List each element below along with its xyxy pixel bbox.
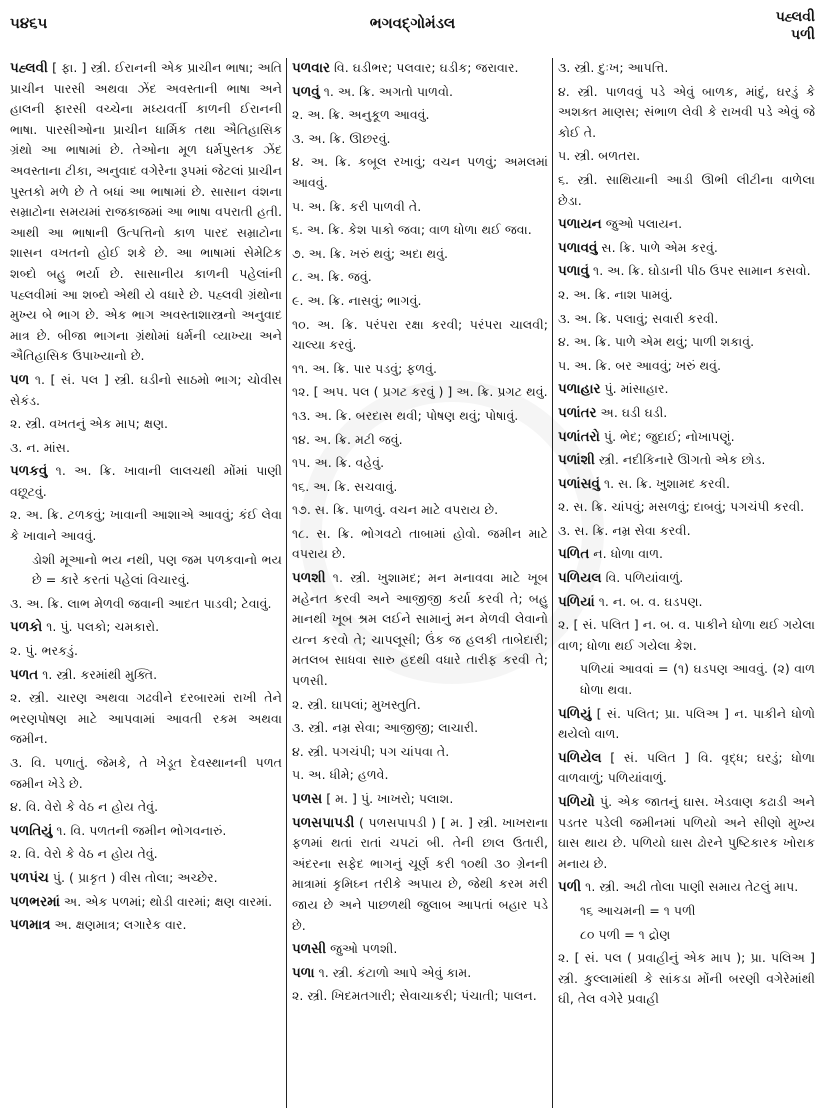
entry-sense <box>558 497 815 518</box>
entry-sense <box>558 146 815 167</box>
headword: પળી <box>558 879 582 896</box>
definition-text: ૧૧. અ. ક્રિ. પાર પડવું; ફળવું. <box>292 360 438 376</box>
dictionary-entry <box>558 379 815 400</box>
definition-text: ૧. સ્ત્રી. કંટાળો આપે એવું કામ. <box>314 964 472 980</box>
definition-text: પું. ભેદ; જુદાઈ; નોખાપણું. <box>599 428 735 444</box>
dictionary-entry <box>558 792 815 874</box>
definition-text: ૧. સ્ત્રી. કરમાંથી મુક્તિ. <box>38 666 158 682</box>
definition-text: સ્ત્રી. નદીકિનારે ઊગતો એક છોડ. <box>594 452 766 468</box>
definition-text: ૪. વિ. વેરો કે વેઠ ન હોય તેવું. <box>10 799 159 815</box>
definition-text: ૧. અ. ક્રિ. અગતો પાળવો. <box>319 83 453 99</box>
entry-sense <box>10 797 282 818</box>
definition-text: ૩. સ્ત્રી. નમ્ર સેવા; આજીજી; લાચારી. <box>292 720 479 736</box>
entry-sense <box>292 359 548 380</box>
headword: પળવાર <box>292 60 330 76</box>
definition-text: ૯. અ. ક્રિ. નાસવું; ભાગવું. <box>292 292 422 308</box>
definition-text: ૩. વિ. પળાતું. જેમકે, તે ખેડૂત દેવસ્થાનની પળત જમીન ખેડે છે. <box>10 755 282 791</box>
definition-text: ૧. સ્ત્રી. ખુશામદ; મન મનાવવા માટે ખૂબ મહેનત કરવી અને આજીજી કર્યા કરવી તે; બહુ માનથી ખૂબ શ્રમ લઈને સામાનું મન મેળવી લેવાનો યત્ન કરવો તે; ચાપલૂસી; ઉંક જ હલકી તાબેદારી; મતલબ સાધવા સારુ હદથી વધારે તારીફ કરવી તે; પળસી. <box>292 570 548 689</box>
entry-sense <box>558 521 815 542</box>
definition-text: ૧. સ. ક્રિ. ખુશામદ કરવી. <box>599 475 731 491</box>
entry-sense <box>292 267 548 288</box>
entry-sense <box>292 244 548 265</box>
definition-text: ૨. [ સં. પલ ( પ્રવાહીનું એક માપ ); પ્રા. પલિઅ ] સ્ત્રી. કુલ્લામાંથી કે સાંકડા મોંની બરણી વગેરેમાંથી ઘી, તેલ વગેરે પ્રવાહી <box>558 950 815 1007</box>
definition-text: ૪. અ. ક્રિ. પાળે એમ થવું; પાળી શકાવું. <box>558 334 755 350</box>
column-1 <box>10 58 282 939</box>
entry-sense <box>292 718 548 739</box>
headword: પળિયું <box>558 705 592 722</box>
entry-sense <box>292 430 548 451</box>
entry-sense <box>292 105 548 126</box>
entry-sense <box>10 594 282 615</box>
entry-sense <box>10 438 282 459</box>
dictionary-entry <box>292 58 548 79</box>
headword: પળવું <box>292 83 320 100</box>
definition-text: ૬. અ. ક્રિ. કેશ પાકો જવા; વાળ ધોળા થઈ જવા. <box>292 222 532 238</box>
definition-text: ૧૮. સ. ક્રિ. ભોગવટો તાબામાં હોવો. જમીન માટે વપરાય છે. <box>292 525 548 562</box>
definition-text: [ સં. પલિત; પ્રા. પલિઅ ] ન. પાકીને ધોળો થયેલો વાળ. <box>558 705 815 742</box>
definition-text: ૧૫. અ. ક્રિ. વહેવું. <box>292 455 385 471</box>
definition-text: ૧. પું. પલકો; ચમકારો. <box>42 619 160 635</box>
dictionary-entry <box>10 370 282 411</box>
dictionary-entry <box>10 868 282 889</box>
entry-sense <box>292 500 548 521</box>
definition-text: ૧૪. અ. ક્રિ. મટી જવું. <box>292 431 403 447</box>
column-divider <box>552 58 553 1108</box>
dictionary-entry <box>10 821 282 842</box>
dictionary-entry <box>292 82 548 103</box>
definition-text: ૨. પું. ભરકડું. <box>10 643 78 659</box>
definition-text: અ. ક્ષણમાત્ર; લગારેક વાર. <box>50 917 187 933</box>
definition-text: ૨. અ. ક્રિ. અનુકૂળ આવવું. <box>292 107 430 123</box>
headword: પહ્લવી <box>10 60 48 76</box>
entry-sense <box>292 152 548 193</box>
definition-text: ૧. સ્ત્રી. અઢી તોલા પાણી સમાય તેટલું માપ. <box>581 879 799 895</box>
definition-text: ૮૦ પળી = ૧ દ્રોણ <box>580 926 671 942</box>
definition-text: ૩. અ. ક્રિ. લાભ મેળવી જવાની આદત પાડવી; ટેવાવું. <box>10 595 272 611</box>
definition-text: અ. ઘડી ઘડી. <box>596 404 668 420</box>
book-title: ભગવદ્ગોમંડલ <box>369 14 456 32</box>
entry-sense <box>10 641 282 662</box>
entry-sense <box>558 925 815 946</box>
headword: પળાયન <box>558 216 602 233</box>
definition-text: ૧૨. [ અપ. પલ ( પ્રગટ કરવું ) ] અ. ક્રિ. પ્રગટ થવું. <box>292 384 548 400</box>
definition-text: ૧. વિ. પળતની જમીન ભોગવનારું. <box>52 822 227 838</box>
dictionary-entry <box>10 915 282 936</box>
definition-text: ૨. [ સં. પલિત ] ન. બ. વ. પાકીને ધોળા થઈ ગયેલા વાળ; ધોળા થઈ ગયેલા કેશ. <box>558 617 815 653</box>
page-number: ૫૪૬૫ <box>10 14 48 32</box>
entry-sense <box>558 332 815 353</box>
entry-sense <box>558 285 815 306</box>
dictionary-entry <box>10 892 282 913</box>
definition-text: ૫. સ્ત્રી. બળતરા. <box>558 148 641 164</box>
headword: પળાંતરો <box>558 428 600 445</box>
definition-text: ૬. સ્ત્રી. સાથિયાની આડી ઊભી લીટીના વાળેલા છેડા. <box>558 171 815 208</box>
entry-sense <box>292 453 548 474</box>
definition-text: ૩. અ. ક્રિ. ઊછરવું. <box>292 130 391 146</box>
entry-sense <box>292 765 548 786</box>
headword: પળશી <box>292 570 326 587</box>
dictionary-entry <box>10 461 282 502</box>
dictionary-entry <box>558 544 815 565</box>
entry-sense <box>558 356 815 377</box>
headword: પળાંસવું <box>558 475 600 492</box>
definition-text: પું. માંસાહાર. <box>600 381 669 397</box>
entry-sense <box>292 382 548 403</box>
entry-sense <box>292 524 548 565</box>
definition-text: ૧૭. સ. ક્રિ. પાળવું. વચન માટે વપરાય છે. <box>292 502 499 518</box>
definition-text: ૭. અ. ક્રિ. ખરું થવું; અદા થવું. <box>292 245 449 261</box>
dictionary-entry <box>292 963 548 984</box>
headword: પળત <box>10 666 39 683</box>
definition-text: ૩. અ. ક્રિ. પલાવું; સવારી કરવી. <box>558 310 719 326</box>
definition-text: ( પળસપાપડી ) [ મ. ] સ્ત્રી. ખાખરાના ફળમાં થતાં રાતાં ચપટાં બી. તેની છાલ ઉતારી, અંદરના સફેદ ભાગનું ચૂર્ણ કરી ૧૦થી ૩૦ ગ્રેનની માત્રામાં કૃમિઘ્ન તરીકે અપાય છે, જેથી કરમ મરી જાય છે અને પાછળથી જુલાબ આપતાં બહાર પડે છે. <box>292 814 548 933</box>
guide-word-last: પળી <box>790 27 815 43</box>
definition-text: ૫. અ. ક્રિ. કરી પાળવી તે. <box>292 198 422 214</box>
definition-text: ૨. સ્ત્રી. ખિદમતગારી; સેવાચાકરી; પંચાતી; પાલન. <box>292 988 537 1004</box>
entry-sense <box>292 129 548 150</box>
definition-text: ૮. અ. ક્રિ. જવું. <box>292 269 372 285</box>
entry-sense <box>558 58 815 79</box>
dictionary-entry <box>558 592 815 613</box>
definition-text: ૧૬ આચમની = ૧ પળી <box>580 902 696 918</box>
dictionary-entry <box>558 568 815 589</box>
definition-text: જુઓ પળશી. <box>326 941 398 957</box>
headword: પળભરમાં <box>10 893 60 910</box>
headword: પળા <box>292 964 315 981</box>
dictionary-entry <box>558 261 815 282</box>
definition-text: ૩. ન. માંસ. <box>10 439 70 455</box>
headword: પળિત <box>558 546 590 563</box>
headword: પળાવું <box>558 263 590 280</box>
column-divider <box>286 58 287 1108</box>
dictionary-entry <box>558 474 815 495</box>
definition-text: પું. ( પ્રાકૃત ) વીસ તોલા; અચ્છેર. <box>48 869 218 885</box>
definition-text: સ. ક્રિ. પાળે એમ કરવું. <box>597 239 718 255</box>
definition-text: અ. એક પળમાં; થોડી વારમાં; ક્ષણ વારમાં. <box>59 893 273 909</box>
entry-sense <box>292 986 548 1007</box>
entry-sense <box>292 695 548 716</box>
definition-text: ૫. અ. ક્રિ. બર આવવું; ખરું થવું. <box>558 357 721 373</box>
entry-sense <box>292 291 548 312</box>
dictionary-entry <box>292 568 548 692</box>
definition-text: ૩. સ્ત્રી. દુઃખ; આપત્તિ. <box>558 60 669 75</box>
definition-text: વિ. ઘડીભર; પલવાર; ઘડીક; જરાવાર. <box>330 60 519 75</box>
dictionary-entry <box>558 427 815 448</box>
column-3 <box>558 58 815 1013</box>
definition-text: ૨. અ. ક્રિ. ટળકવું; ખાવાની આશાએ આવવું; કંઈ લેવા કે ખાવાને આવવું. <box>10 507 282 544</box>
headword: પળપંચ <box>10 869 49 886</box>
dictionary-entry <box>558 704 815 745</box>
entry-sense <box>558 170 815 211</box>
definition-text: ૧. [ સં. પલ ] સ્ત્રી. ઘડીનો સાઠમો ભાગ; ચોવીસ સેકંડ. <box>10 371 282 408</box>
definition-text: ૪. અ. ક્રિ. કબૂલ રખાવું; વચન પળવું; અમલમાં આવવું. <box>292 154 548 190</box>
definition-text: ૧૩. અ. ક્રિ. બરદાસ થવી; પોષણ થવું; પોષાવું. <box>292 407 519 423</box>
entry-sense <box>10 753 282 794</box>
entry-sense <box>292 197 548 218</box>
headword: પળાવવું <box>558 239 598 256</box>
dictionary-entry <box>292 813 548 937</box>
entry-sense <box>292 315 548 356</box>
definition-text: [ ફા. ] સ્ત્રી. ઈરાનની એક પ્રાચીન ભાષા; અતિ પ્રાચીન પારસી અથવા ઝેંદ અવસ્તાની ભાષા અને હાલની ફારસી વચ્ચેના મધ્યવર્તી કાળની ઈરાનની ભાષા. પારસીઓના પ્રાચીન ધાર્મિક તથા ઐતિહાસિક ગ્રંથો આ ભાષામાં છે. તેઓના મૂળ ધર્મપુસ્તક ઝેંદ અવસ્તાના ટીકા, અનુવાદ વગેરેના રૂપમાં જેટલાં પ્રાચીન પુસ્તકો મળે છે તે બધાં આ ભાષામાં છે. સાસાન વંશના સમ્રાટોના સમયમાં રાજકાજમાં આ ભાષા વપરાતી હતી. આથી આ ભાષાની ઉત્પત્તિનો કાળ પારદ સમ્રાટોના શાસન વખતનો હોઈ શકે છે. આ ભાષામાં સેમેટિક શબ્દો બહુ ભર્યા છે. સાસાનીય કાળની પહેલાંની પહ્લવીમાં આ શબ્દો એથી યે વધારે છે. પહ્લવી ગ્રંથોના મુખ્ય બે ભાગ છે. એક ભાગ અવસ્તાશાસ્ત્રનો અનુવાદ માત્ર છે. બીજા ભાગના ગ્રંથોમાં ધર્મની વ્યાખ્યા અને ઐતિહાસિક ઉપાખ્યાનો છે. <box>10 60 282 364</box>
definition-text: ૨. સ્ત્રી. વખતનું એક માપ; ક્ષણ. <box>10 416 169 432</box>
dictionary-entry <box>10 617 282 638</box>
definition-text: ૨. સ્ત્રી. ઘાપલાં; મુખસ્તુતિ. <box>292 696 421 712</box>
entry-sense <box>10 844 282 865</box>
definition-text: [ મ. ] પું. ખાખરો; પલાશ. <box>322 791 454 806</box>
headword: પળમાત્ર <box>10 917 51 934</box>
definition-text: ૧. અ. ક્રિ. ઘોડાની પીઠ ઉપર સામાન કસવો. <box>589 263 811 279</box>
entry-sense <box>558 948 815 1010</box>
headword: પળસપાપડી <box>292 814 355 831</box>
entry-sense <box>558 659 815 700</box>
definition-text: ૧૦. અ. ક્રિ. પરંપરા રક્ષા કરવી; પરંપરા ચાલવી; ચાલ્યા કરવું. <box>292 316 548 353</box>
entry-sense <box>558 309 815 330</box>
entry-sense <box>292 406 548 427</box>
dictionary-entry <box>558 238 815 259</box>
definition-text: ન. ધોળા વાળ. <box>589 546 664 562</box>
headword: પળાંશી <box>558 452 595 469</box>
headword: પળસ <box>292 791 323 807</box>
definition-text: ૨. સ્ત્રી. ચારણ અથવા ગઢવીને દરબારમાં રાખી તેને ભરણપોષણ માટે આપવામાં આવતી રકમ અથવા જમીન. <box>10 690 282 747</box>
entry-sense <box>292 477 548 498</box>
dictionary-entry <box>558 748 815 789</box>
entry-sense <box>558 615 815 656</box>
headword: પળાંતર <box>558 404 597 421</box>
dictionary-entry <box>10 665 282 686</box>
page-header <box>0 0 825 43</box>
definition-text: ૧. ન. બ. વ. ઘડપણ. <box>594 593 703 609</box>
headword: પળસી <box>292 941 327 958</box>
definition-text: ૨. વિ. વેરો કે વેઠ ન હોય તેવું. <box>10 846 158 862</box>
entry-sense <box>558 82 815 144</box>
definition-text: ૧૬. અ. ક્રિ. સચવાવું. <box>292 478 398 494</box>
definition-text: ડોશી મૂઆનો ભય નથી, પણ જમ પળકવાનો ભય છે = કારે કરતાં પહેલાં વિચારવું. <box>32 551 282 588</box>
guide-words <box>776 8 815 44</box>
headword: પળતિયું <box>10 822 53 839</box>
dictionary-entry <box>558 877 815 898</box>
headword: પળિયેલ <box>558 749 602 766</box>
definition-text: ૩. સ. ક્રિ. નમ્ર સેવા કરવી. <box>558 522 691 538</box>
dictionary-entry <box>10 58 282 367</box>
definition-text: ૪. સ્ત્રી. પાળવવું પડે એવું બાળક, માંદું, ઘરડું કે અશક્ત માણસ; સંભાળ લેવી કે રાખવી પડે એવું જે કોઈ તે. <box>558 83 815 140</box>
definition-text: ૨. અ. ક્રિ. નાશ પામવું. <box>558 286 673 302</box>
definition-text: પું. એક જાતનું ઘાસ. ખેડવાણ કઢાડી અને પડતર પડેલી જમીનમાં પળિયો અને સીણો મુખ્ય ઘાસ થાય છે. પળિયો ઘાસ ઢોરને પુષ્ટિકારક ખોરાક મનાય છે. <box>558 794 815 871</box>
headword: પળિયાં <box>558 593 595 610</box>
entry-sense <box>10 414 282 435</box>
headword: પળિયલ <box>558 570 602 587</box>
definition-text: [ સં. પલિત ] વિ. વૃદ્ધ; ઘરડું; ધોળા વાળવાળું; પળિયાંવાળું. <box>558 749 815 786</box>
entry-sense <box>558 901 815 922</box>
column-2 <box>292 58 548 1010</box>
dictionary-entry <box>292 789 548 810</box>
definition-text: વિ. પળિયાંવાળું. <box>601 570 684 586</box>
guide-word-first: પહ્લવી <box>775 9 815 25</box>
definition-text: પળિયાં આવવાં = (૧) ઘડપણ આવવું. (૨) વાળ ધોળા થવા. <box>580 661 815 698</box>
entry-sense <box>292 742 548 763</box>
definition-text: ૫. અ. ધીમે; હળવે. <box>292 767 389 783</box>
definition-text: ૧. અ. ક્રિ. ખાવાની લાલચથી મોંમાં પાણી વછૂટવું. <box>10 463 282 499</box>
dictionary-entry <box>558 214 815 235</box>
definition-text: ૨. સ. ક્રિ. ચાંપવું; મસળવું; દાબવું; પગચંપી કરવી. <box>558 499 805 515</box>
headword: પળ <box>10 371 30 388</box>
headword: પળકો <box>10 619 43 636</box>
entry-sense <box>10 505 282 546</box>
headword: પળિયો <box>558 794 595 810</box>
headword: પળકવું <box>10 463 48 480</box>
dictionary-entry <box>292 939 548 960</box>
entry-sense <box>10 688 282 750</box>
definition-text: ૪. સ્ત્રી. પગચંપી; પગ ચાંપવા તે. <box>292 743 450 759</box>
definition-text: જુઓ પલાયન. <box>601 216 683 232</box>
dictionary-entry <box>558 403 815 424</box>
entry-sense <box>10 550 282 591</box>
headword: પળાહાર <box>558 381 601 398</box>
dictionary-entry <box>558 450 815 471</box>
entry-sense <box>292 220 548 241</box>
